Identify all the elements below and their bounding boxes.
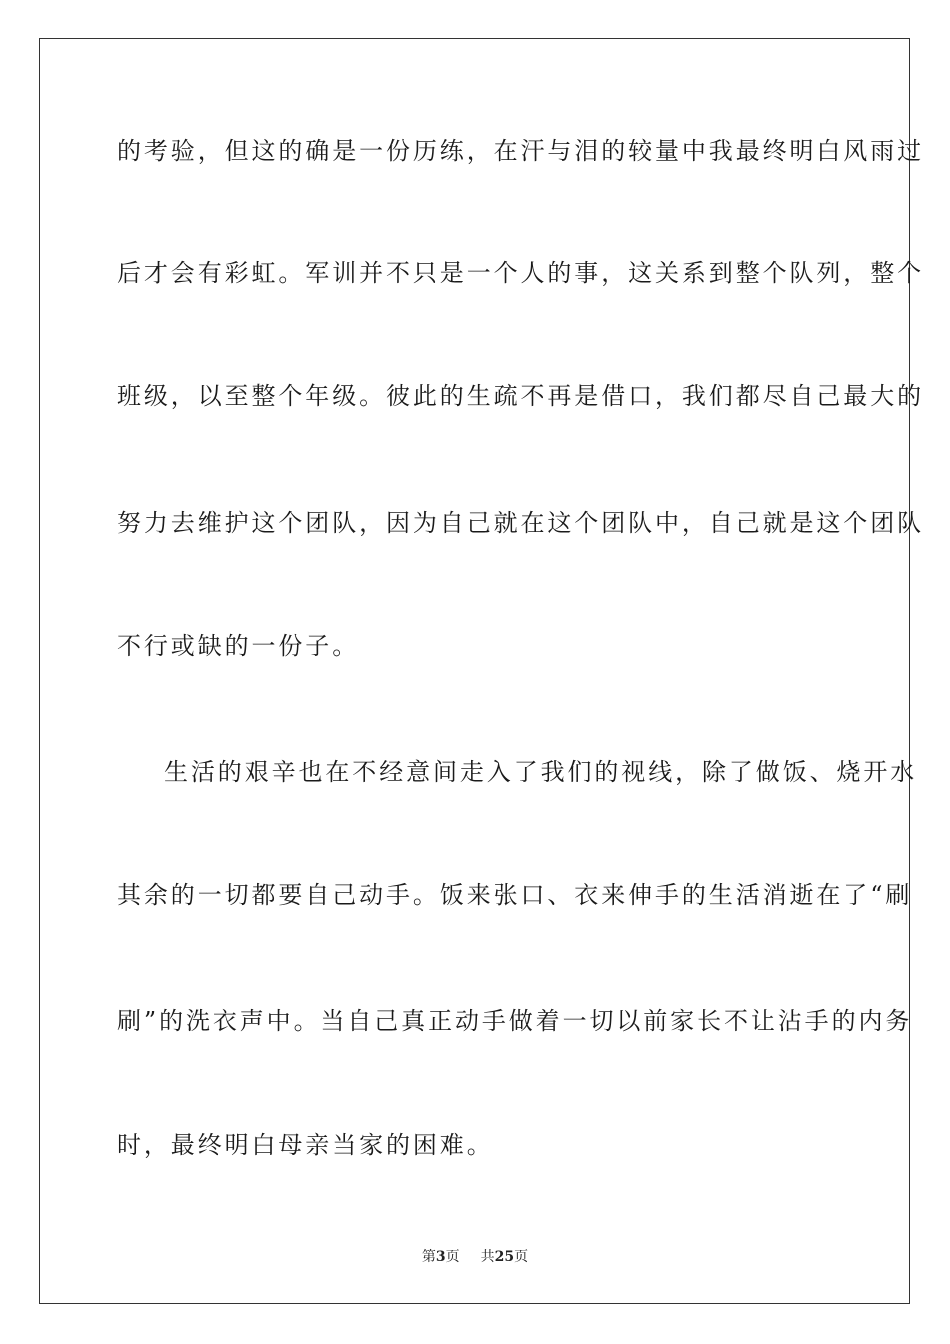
paragraph-1-line-5: 不行或缺的一份子。: [117, 632, 360, 660]
paragraph-1-line-3: 班级，以至整个年级。彼此的生疏不再是借口，我们都尽自己最大的: [117, 382, 924, 410]
page-footer: [0, 1248, 950, 1266]
paragraph-2-line-3: 刷”的洗衣声中。当自己真正动手做着一切以前家长不让沾手的内务: [117, 1007, 913, 1035]
total-label-prefix: 共: [480, 1249, 495, 1265]
paragraph-2-line-4: 时，最终明白母亲当家的困难。: [117, 1131, 494, 1159]
paragraph-1-line-4: 努力去维护这个团队，因为自己就在这个团队中，自己就是这个团队: [117, 509, 924, 537]
total-label-suffix: 页: [514, 1249, 529, 1265]
page-label-prefix: 第: [421, 1249, 436, 1265]
current-page-number: 3: [435, 1249, 446, 1265]
paragraph-2-line-1: 生活的艰辛也在不经意间走入了我们的视线，除了做饭、烧开水: [164, 758, 918, 786]
paragraph-1-line-1: 的考验，但这的确是一份历练，在汗与泪的较量中我最终明白风雨过: [117, 137, 924, 165]
total-page-count: 25: [494, 1249, 515, 1265]
page-border: [39, 38, 924, 1304]
page-label-suffix: 页: [445, 1249, 460, 1265]
paragraph-2-line-2: 其余的一切都要自己动手。饭来张口、衣来伸手的生活消逝在了“刷: [117, 881, 913, 909]
paragraph-1-line-2: 后才会有彩虹。军训并不只是一个人的事，这关系到整个队列，整个: [117, 259, 924, 287]
